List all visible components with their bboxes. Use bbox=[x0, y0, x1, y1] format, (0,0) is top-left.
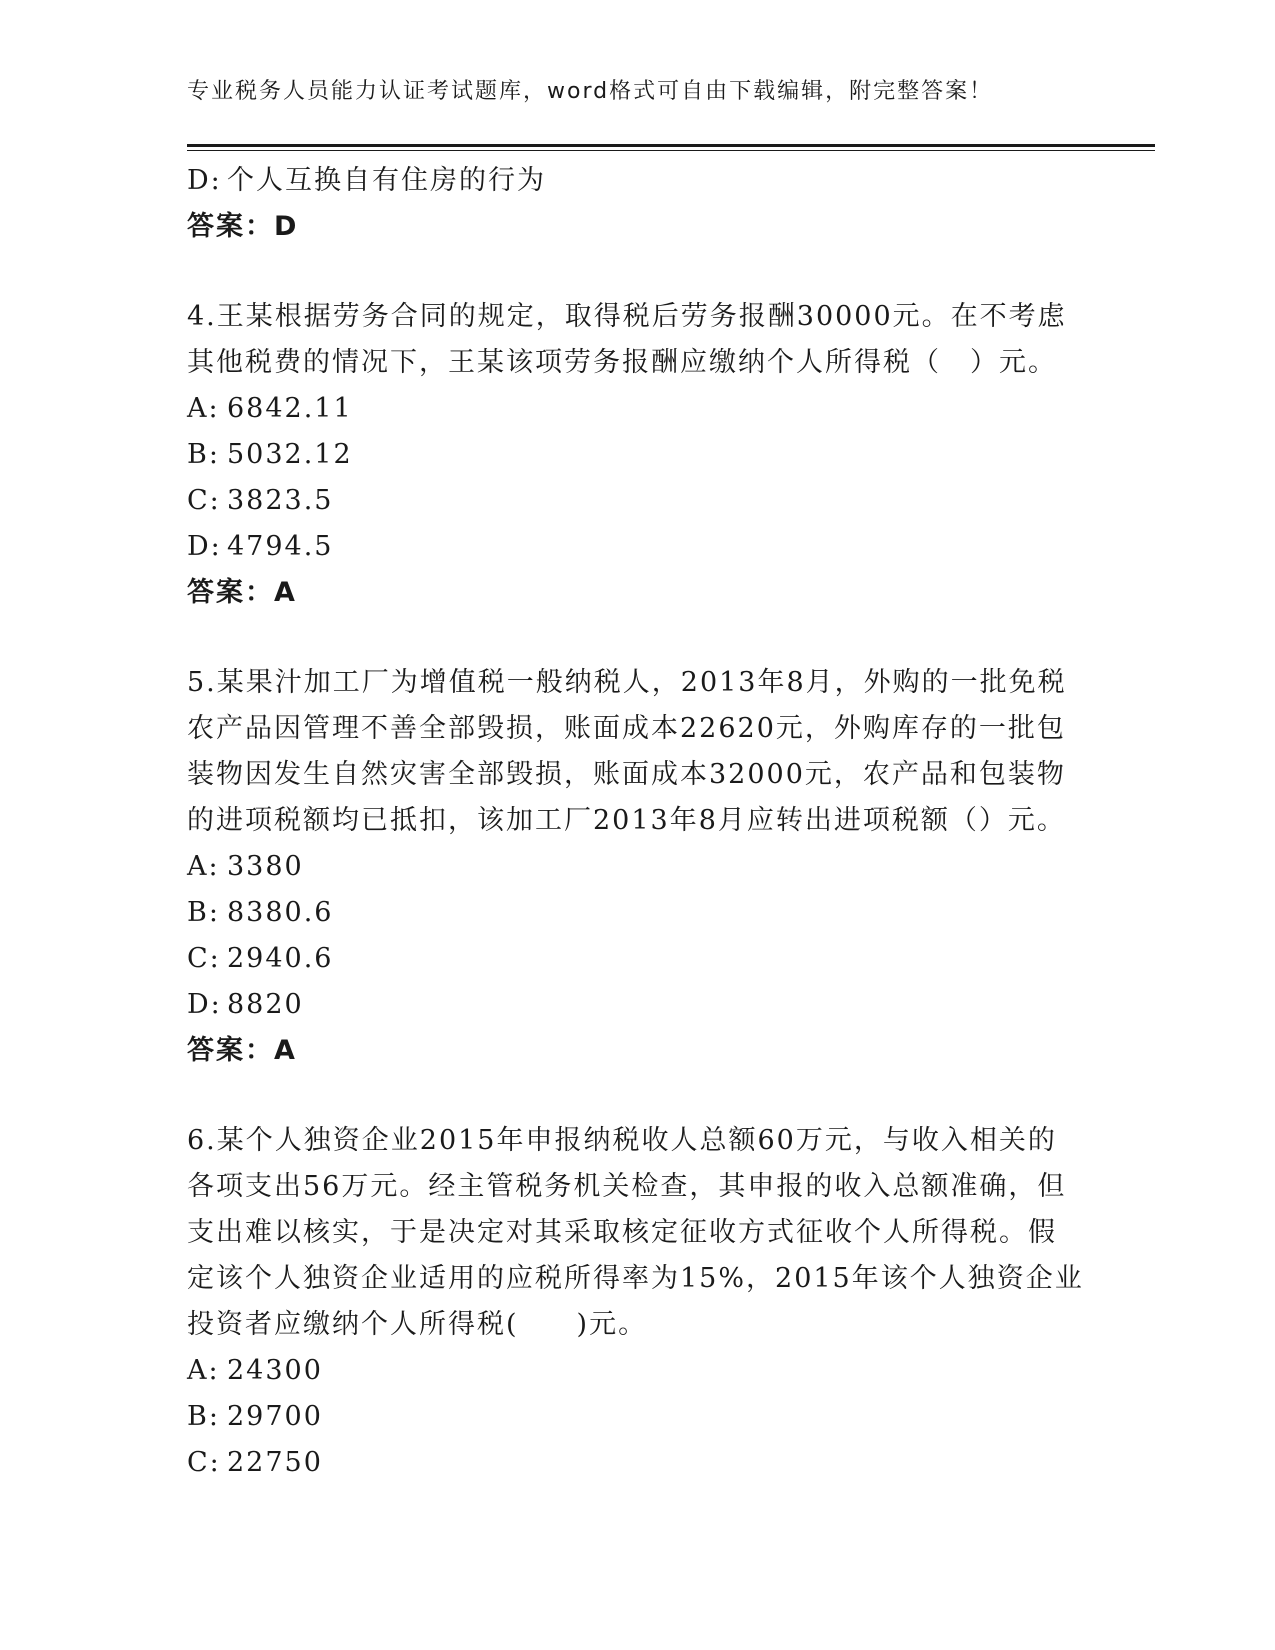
answer: 答案：A bbox=[187, 1035, 297, 1066]
question-text-line: 各项支出56万元。经主管税务机关检查，其申报的收入总额准确，但 bbox=[187, 1171, 1067, 1202]
option-d: D: 个人互换自有住房的行为 bbox=[187, 165, 546, 196]
option-c: C: 3823.5 bbox=[187, 485, 334, 516]
document-body bbox=[187, 158, 1087, 1486]
option-c: C: 22750 bbox=[187, 1447, 323, 1478]
question-text-line: 5.某果汁加工厂为增值税一般纳税人，2013年8月，外购的一批免税 bbox=[187, 667, 1067, 698]
question-text-line: 的进项税额均已抵扣，该加工厂2013年8月应转出进项税额（）元。 bbox=[187, 805, 1066, 836]
option-d: D: 4794.5 bbox=[187, 531, 334, 562]
option-b: B: 8380.6 bbox=[187, 897, 334, 928]
question-4 bbox=[187, 294, 1087, 616]
question-text-line: 4.王某根据劳务合同的规定，取得税后劳务报酬30000元。在不考虑 bbox=[187, 301, 1067, 332]
page-header: 专业税务人员能力认证考试题库，word格式可自由下载编辑，附完整答案！ bbox=[187, 79, 994, 104]
option-a: A: 24300 bbox=[187, 1355, 323, 1386]
question-text-line: 装物因发生自然灾害全部毁损，账面成本32000元，农产品和包装物 bbox=[187, 759, 1066, 790]
option-c: C: 2940.6 bbox=[187, 943, 334, 974]
question-text-line: 定该个人独资企业适用的应税所得率为15%，2015年该个人独资企业 bbox=[187, 1263, 1084, 1294]
option-b: B: 5032.12 bbox=[187, 439, 353, 470]
header-rule-thin bbox=[187, 150, 1155, 151]
question-text-line: 支出难以核实，于是决定对其采取核定征收方式征收个人所得税。假 bbox=[187, 1217, 1057, 1248]
option-a: A: 6842.11 bbox=[187, 393, 353, 424]
option-b: B: 29700 bbox=[187, 1401, 323, 1432]
question-text-line: 6.某个人独资企业2015年申报纳税收人总额60万元，与收入相关的 bbox=[187, 1125, 1057, 1156]
answer: 答案：D bbox=[187, 211, 299, 242]
question-text-line: 其他税费的情况下，王某该项劳务报酬应缴纳个人所得税（ ）元。 bbox=[187, 347, 1057, 378]
answer: 答案：A bbox=[187, 577, 297, 608]
question-text-line: 农产品因管理不善全部毁损，账面成本22620元，外购库存的一批包 bbox=[187, 713, 1066, 744]
question-5 bbox=[187, 660, 1087, 1074]
option-a: A: 3380 bbox=[187, 851, 304, 882]
option-d: D: 8820 bbox=[187, 989, 304, 1020]
header-rule-thick bbox=[187, 144, 1155, 147]
question-6 bbox=[187, 1118, 1087, 1486]
question-text-line: 投资者应缴纳个人所得税( )元。 bbox=[187, 1309, 648, 1340]
